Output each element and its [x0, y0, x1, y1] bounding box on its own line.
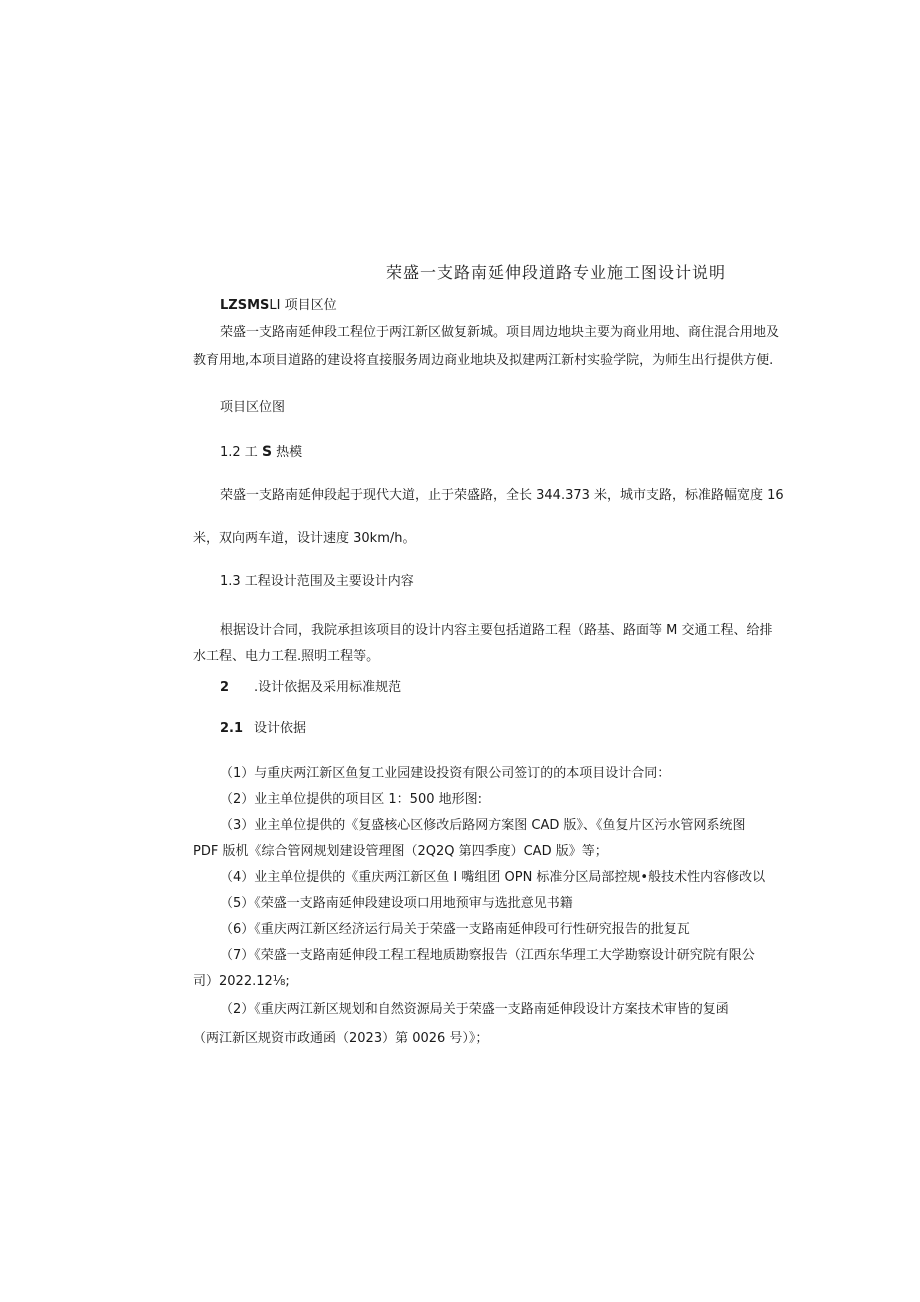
paragraph-scale-line-2: 米，双向两车道，设计速度 30km/h。: [193, 531, 416, 546]
basis-item: （2）《重庆两江新区规划和自然资源局关于荣盛一支路南延伸段设计方案技术审皆的复函: [220, 1002, 729, 1017]
basis-item-continuation: （两江新区规资市政通函（2023）第 0026 号）》；: [193, 1031, 489, 1046]
document-title: 荣盛一支路南延伸段道路专业施工图设计说明: [386, 263, 727, 282]
basis-item-continuation: 司）2022.12⅛;: [193, 974, 290, 989]
section-1-2-prefix: 1.2 工: [220, 445, 262, 460]
paragraph-scale-line-1: 荣盛一支路南延伸段起于现代大道，止于荣盛路，全长 344.373 米，城市支路，标准路幅宽度 16: [220, 488, 784, 503]
section-2-1-number: 2.1: [220, 721, 244, 736]
basis-item: （4）业主单位提供的《重庆两江新区鱼 I 嘴组团 OPN 标准分区局部控规•般技术性内容修改以: [220, 870, 766, 885]
paragraph-scope-line-1: 根据设计合同，我院承担该项目的设计内容主要包括道路工程（路基、路面等 M 交通工程、给排: [220, 623, 773, 638]
basis-item: （5）《荣盛一支路南延伸段建设项口用地预审与选批意见书籍: [220, 896, 573, 911]
section-1-1-code: LZSMS: [220, 298, 270, 313]
paragraph-location-line-1: 荣盛一支路南延伸段工程位于两江新区做复新城。项目周边地块主要为商业用地、商住混合用地及: [220, 325, 780, 340]
paragraph-scope-line-2: 水工程、电力工程.照明工程等。: [193, 649, 380, 664]
section-1-2-heading: [220, 443, 302, 462]
basis-item: （6）《重庆两江新区经济运行局关于荣盛一支路南延伸段可行性研究报告的批复瓦: [220, 922, 690, 937]
section-1-1-heading: [220, 297, 337, 315]
section-1-3-heading: 1.3 工程设计范围及主要设计内容: [220, 574, 414, 589]
section-2-title: .设计依据及采用标准规范: [254, 680, 402, 695]
section-1-2-suffix: 热模: [272, 445, 303, 460]
section-2-1-heading: [220, 720, 306, 738]
basis-item: （7）《荣盛一支路南延伸段工程工程地质勘察报告（江西东华理工大学勘察设计研究院有限公: [220, 948, 755, 963]
figure-caption: 项目区位图: [220, 400, 286, 415]
section-1-1-title: LI 项目区位: [269, 298, 337, 313]
paragraph-location-line-2: 教育用地,本项目道路的建设将直接服务周边商业地块及拟建两江新村实验学院，为师生出行提供方便.: [193, 353, 774, 368]
basis-item: （1）与重庆两江新区鱼复工业园建设投资有限公司签订的的本项目设计合同：: [220, 766, 671, 781]
section-2-1-title: 设计依据: [254, 721, 307, 736]
section-1-2-bold: S: [261, 444, 273, 460]
basis-item: （3）业主单位提供的《复盛核心区修改后路网方案图 CAD 版》、《鱼复片区污水管网系统图: [220, 818, 746, 833]
basis-item-continuation: PDF 版机《综合管网规划建设管理图（2Q2Q 第四季度）CAD 版》等；: [193, 844, 608, 859]
section-2-heading: [220, 679, 401, 697]
basis-item: （2）业主单位提供的项目区 1：500 地形图:: [220, 792, 482, 807]
section-2-number: 2: [220, 680, 230, 695]
